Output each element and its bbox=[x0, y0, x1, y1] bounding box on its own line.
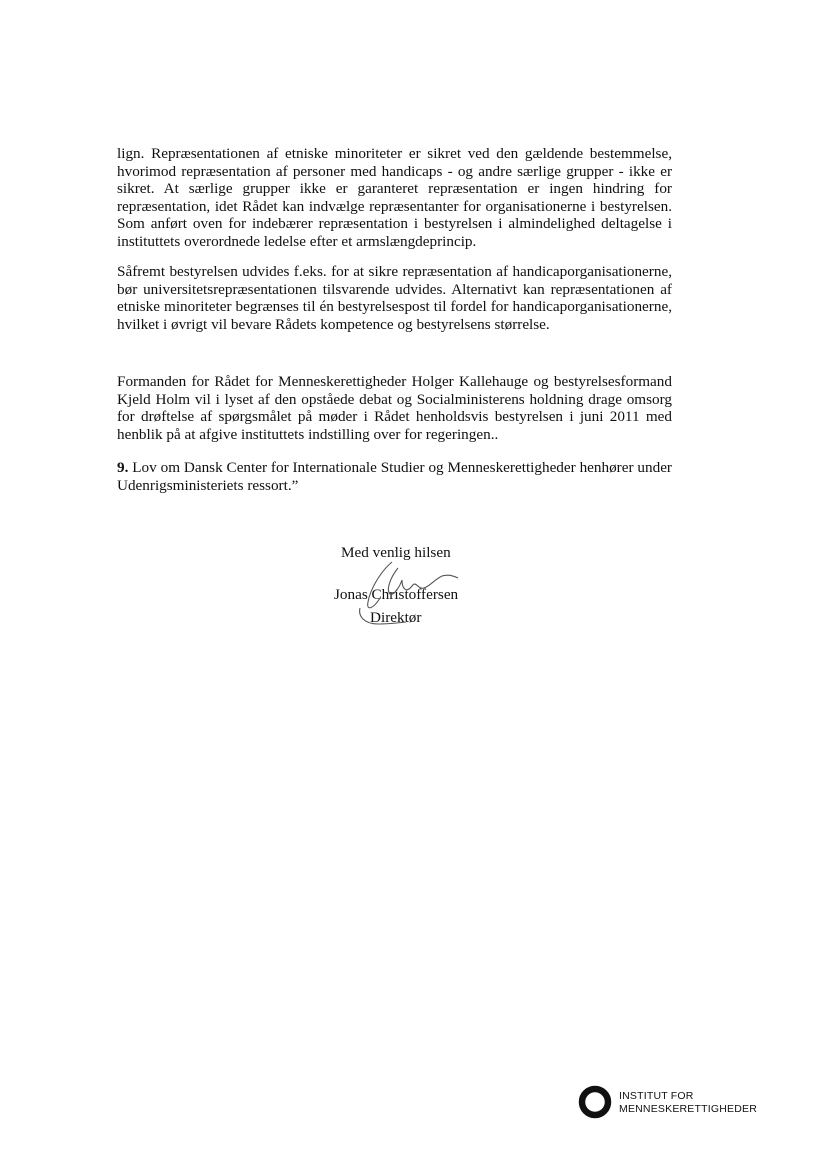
institute-logo bbox=[577, 1084, 777, 1124]
logo-ring-icon bbox=[577, 1084, 613, 1120]
body-paragraph-3: Formanden for Rådet for Menneskerettigheder Holger Kallehauge og bestyrelsesformand Kjeld Holm vil i lyset af den opståede debat og Socialministerens holdning drage omsorg for drøftelse af spørgsmålet på møder i Rådet henholdsvis bestyrelsen i juni 2011 med henblik på at afgive instituttets indstilling over for regeringen.. bbox=[117, 373, 672, 443]
signer-title: Direktør bbox=[370, 609, 422, 626]
section-text: Lov om Dansk Center for Internationale Studier og Menneskerettigheder henhører under Udenrigsministeriets ressort.” bbox=[117, 459, 672, 494]
logo-text-line-1: INSTITUT FOR bbox=[619, 1090, 694, 1102]
handwritten-signature bbox=[350, 550, 470, 630]
signer-name: Jonas Christoffersen bbox=[334, 586, 459, 603]
logo-text-line-2: MENNESKERETTIGHEDER bbox=[619, 1103, 757, 1115]
closing-greeting: Med venlig hilsen bbox=[341, 544, 451, 561]
body-paragraph-2: Såfremt bestyrelsen udvides f.eks. for at sikre repræsentation af handicaporganisationerne, bør universitetsrepræsentationen tilsvarende udvides. Alternativt kan repræsentationen af etniske minoriteter begrænses til én bestyrelsespost til fordel for handicaporganisationerne, hvilket i øvrigt vil bevare Rådets kompetence og bestyrelsens størrelse. bbox=[117, 263, 672, 333]
section-number: 9. bbox=[117, 459, 129, 476]
body-paragraph-1: lign. Repræsentationen af etniske minoriteter er sikret ved den gældende bestemmelse, hvorimod repræsentation af personer med handicaps - og andre særlige grupper - ikke er sikret. At særlige grupper ikke er garanteret repræsentation er ingen hindring for repræsentation, idet Rådet kan indvælge repræsentanter for organisationerne i bestyrelsen. Som anført oven for indebærer repræsentation i bestyrelsen i almindelighed deltagelse i instituttets overordnede ledelse efter et armslængdeprincip. bbox=[117, 145, 672, 250]
body-paragraph-4 bbox=[117, 459, 672, 494]
